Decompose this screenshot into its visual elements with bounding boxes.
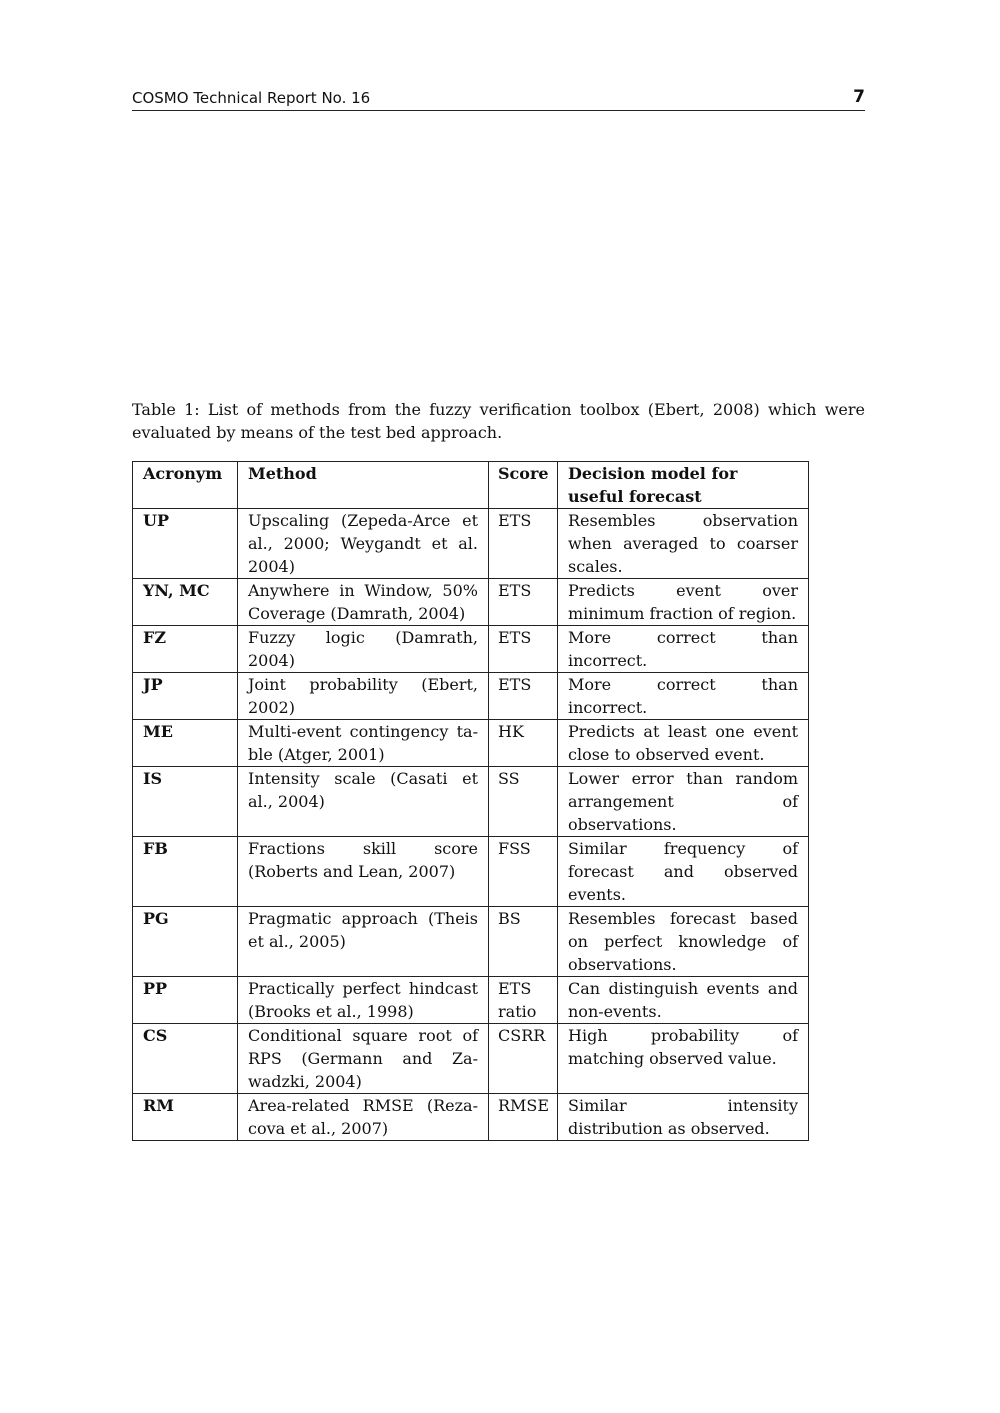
- acronym-cell: FZ: [133, 626, 238, 673]
- score-cell: SS: [489, 767, 558, 837]
- table-row: [133, 977, 809, 1024]
- decision-cell: More correct than incorrect.: [558, 673, 809, 720]
- score-cell: ETS: [489, 509, 558, 579]
- score-cell: RMSE: [489, 1094, 558, 1141]
- method-cell: Area-related RMSE (Rezacova et al., 2007): [238, 1094, 489, 1141]
- table-row: [133, 837, 809, 907]
- methods-table: [132, 461, 809, 1141]
- method-cell: Fuzzy logic (Damrath, 2004): [238, 626, 489, 673]
- method-cell: Intensity scale (Casati et al., 2004): [238, 767, 489, 837]
- method-cell: Anywhere in Window, 50% Coverage (Damrath, 2004): [238, 579, 489, 626]
- method-cell: Practically perfect hindcast (Brooks et al., 1998): [238, 977, 489, 1024]
- table-row: [133, 1024, 809, 1094]
- table-header-row: [133, 462, 809, 509]
- decision-cell: More correct than incorrect.: [558, 626, 809, 673]
- acronym-cell: IS: [133, 767, 238, 837]
- acronym-cell: UP: [133, 509, 238, 579]
- decision-cell: Can distinguish events and non-events.: [558, 977, 809, 1024]
- score-cell: CSRR: [489, 1024, 558, 1094]
- score-cell: ETS: [489, 626, 558, 673]
- table-row: [133, 509, 809, 579]
- page-number: 7: [853, 87, 865, 107]
- decision-cell: Similar frequency of forecast and observed events.: [558, 837, 809, 907]
- method-cell: Multi-event contingency table (Atger, 2001): [238, 720, 489, 767]
- score-cell: FSS: [489, 837, 558, 907]
- table-row: [133, 579, 809, 626]
- table-row: [133, 626, 809, 673]
- method-cell: Pragmatic approach (Theis et al., 2005): [238, 907, 489, 977]
- method-cell: Joint probability (Ebert, 2002): [238, 673, 489, 720]
- acronym-cell: FB: [133, 837, 238, 907]
- header-method: Method: [238, 462, 489, 509]
- acronym-cell: YN, MC: [133, 579, 238, 626]
- running-header: [132, 88, 865, 111]
- table-row: [133, 673, 809, 720]
- header-decision-model: Decision model for useful forecast: [558, 462, 809, 509]
- decision-cell: Similar intensity distribution as observed.: [558, 1094, 809, 1141]
- acronym-cell: RM: [133, 1094, 238, 1141]
- method-cell: Upscaling (Zepeda-Arce et al., 2000; Weygandt et al. 2004): [238, 509, 489, 579]
- table-row: [133, 720, 809, 767]
- table-row: [133, 767, 809, 837]
- method-cell: Fractions skill score (Roberts and Lean, 2007): [238, 837, 489, 907]
- score-cell: HK: [489, 720, 558, 767]
- decision-cell: Predicts event over minimum fraction of region.: [558, 579, 809, 626]
- score-cell: ETS: [489, 673, 558, 720]
- decision-cell: Predicts at least one event close to observed event.: [558, 720, 809, 767]
- method-cell: Conditional square root of RPS (Germann and Zawadzki, 2004): [238, 1024, 489, 1094]
- score-cell: ETS: [489, 579, 558, 626]
- decision-cell: Lower error than random arrangement of observations.: [558, 767, 809, 837]
- header-score: Score: [489, 462, 558, 509]
- decision-cell: Resembles observation when averaged to coarser scales.: [558, 509, 809, 579]
- decision-cell: Resembles forecast based on perfect knowledge of observations.: [558, 907, 809, 977]
- acronym-cell: CS: [133, 1024, 238, 1094]
- acronym-cell: PG: [133, 907, 238, 977]
- score-cell: ETS ratio: [489, 977, 558, 1024]
- table-caption: Table 1: List of methods from the fuzzy verification toolbox (Ebert, 2008) which were evaluated by means of the test bed approach.: [132, 400, 865, 442]
- decision-cell: High probability of matching observed value.: [558, 1024, 809, 1094]
- table-row: [133, 907, 809, 977]
- report-title: COSMO Technical Report No. 16: [132, 89, 371, 107]
- acronym-cell: JP: [133, 673, 238, 720]
- header-acronym: Acronym: [133, 462, 238, 509]
- acronym-cell: ME: [133, 720, 238, 767]
- score-cell: BS: [489, 907, 558, 977]
- acronym-cell: PP: [133, 977, 238, 1024]
- table-row: [133, 1094, 809, 1141]
